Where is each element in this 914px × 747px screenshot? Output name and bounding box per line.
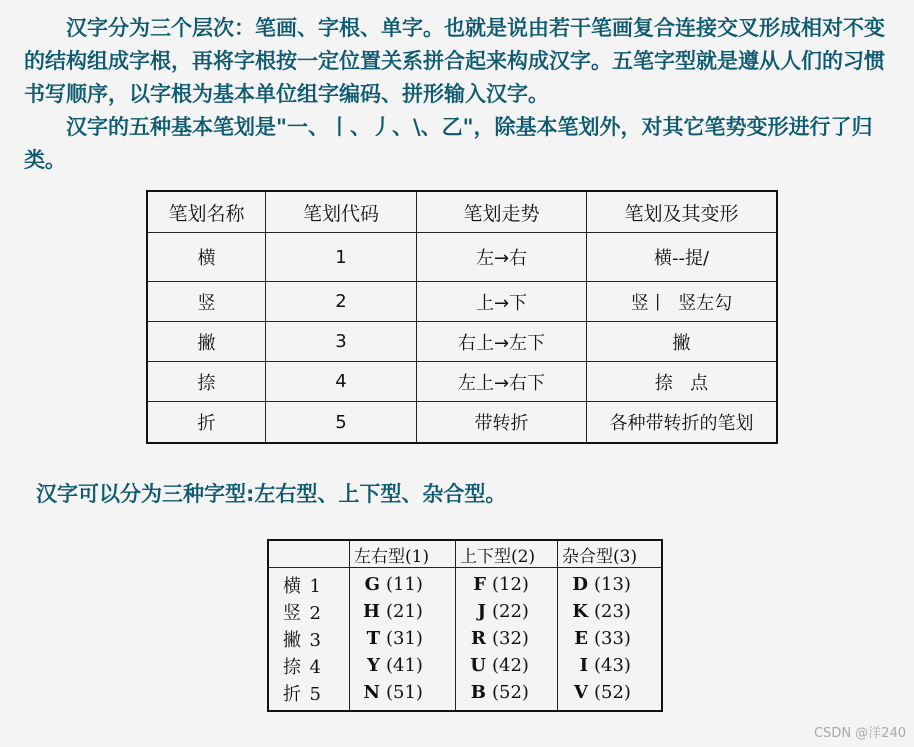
stroke-name-cell: 撇	[147, 322, 266, 362]
key-code: (31)	[386, 628, 423, 649]
key-code: (33)	[594, 628, 631, 649]
stroke-direction-cell: 带转折	[417, 402, 587, 444]
stroke-label: 折	[283, 683, 301, 705]
intro-paragraph-1	[24, 12, 894, 111]
stroke-name-cell: 竖	[147, 282, 266, 322]
stroke-variants-cell: 捺 点	[587, 362, 778, 402]
intro-paragraph-2	[24, 111, 894, 177]
left-right-cell	[350, 652, 456, 679]
mixed-cell	[558, 568, 663, 599]
table-row	[147, 402, 777, 444]
stroke-code-cell: 1	[266, 233, 417, 282]
stroke-cell	[268, 625, 350, 652]
stroke-direction-cell: 左上→右下	[417, 362, 587, 402]
stroke-direction-cell: 上→下	[417, 282, 587, 322]
stroke-label: 竖	[283, 602, 301, 624]
mixed-cell	[558, 598, 663, 625]
key-code: (51)	[386, 682, 423, 703]
stroke-number: 1	[309, 575, 321, 597]
key-code: (42)	[492, 655, 529, 676]
key-code: (41)	[386, 655, 423, 676]
top-bottom-cell	[456, 652, 558, 679]
table-row	[268, 598, 662, 625]
header-stroke-name: 笔划名称	[147, 191, 266, 233]
stroke-code-cell: 5	[266, 402, 417, 444]
header-top-bottom: 上下型(2)	[456, 540, 558, 568]
key-code: (32)	[492, 628, 529, 649]
stroke-variants-cell: 横--提/	[587, 233, 778, 282]
mixed-cell	[558, 652, 663, 679]
table-row	[147, 322, 777, 362]
mixed-cell	[558, 679, 663, 711]
table-row	[147, 362, 777, 402]
header-stroke-direction: 笔划走势	[417, 191, 587, 233]
stroke-name-cell: 捺	[147, 362, 266, 402]
key-letter: R	[471, 628, 486, 649]
watermark: CSDN @洋240	[813, 726, 906, 741]
stroke-name-cell: 横	[147, 233, 266, 282]
key-letter: D	[572, 574, 588, 595]
header-stroke-code: 笔划代码	[266, 191, 417, 233]
key-letter: I	[579, 655, 588, 676]
key-letter: F	[473, 574, 486, 595]
stroke-cell	[268, 679, 350, 711]
key-letter: G	[364, 574, 380, 595]
stroke-code-cell: 2	[266, 282, 417, 322]
header-left-right: 左右型(1)	[350, 540, 456, 568]
key-code: (12)	[492, 574, 529, 595]
intro-paragraph-2-text: 汉字的五种基本笔划是"一、丨、丿、\、乙"，除基本笔划外，对其它笔势变形进行了归类。	[24, 115, 873, 172]
stroke-cell	[268, 652, 350, 679]
key-code: (52)	[594, 682, 631, 703]
stroke-label: 撇	[283, 629, 301, 651]
key-letter: B	[470, 682, 486, 703]
stroke-number: 5	[309, 683, 321, 705]
table-row	[268, 679, 662, 711]
stroke-direction-cell: 右上→左下	[417, 322, 587, 362]
key-code: (52)	[492, 682, 529, 703]
key-code: (21)	[386, 601, 423, 622]
key-code: (22)	[492, 601, 529, 622]
table-row	[268, 568, 662, 599]
top-bottom-cell	[456, 568, 558, 599]
header-blank	[268, 540, 350, 568]
key-letter: V	[574, 682, 588, 703]
key-letter: Y	[367, 655, 380, 676]
stroke-number: 2	[309, 602, 321, 624]
stroke-table	[146, 190, 778, 444]
header-stroke-variants: 笔划及其变形	[587, 191, 778, 233]
key-letter: E	[574, 628, 588, 649]
code-table	[267, 539, 663, 712]
key-letter: J	[477, 601, 486, 622]
left-right-cell	[350, 568, 456, 599]
top-bottom-cell	[456, 679, 558, 711]
stroke-name-cell: 折	[147, 402, 266, 444]
header-mixed: 杂合型(3)	[558, 540, 663, 568]
stroke-direction-cell: 左→右	[417, 233, 587, 282]
left-right-cell	[350, 679, 456, 711]
table-row	[147, 282, 777, 322]
top-bottom-cell	[456, 598, 558, 625]
stroke-variants-cell: 撇	[587, 322, 778, 362]
intro-paragraph-1-text: 汉字分为三个层次：笔画、字根、单字。也就是说由若干笔画复合连接交叉形成相对不变的结构组成字根，再将字根按一定位置关系拼合起来构成汉字。五笔字型就是遵从人们的习惯书写顺序，以字根为基本单位组字编码、拼形输入汉字。	[24, 16, 885, 106]
key-letter: K	[572, 601, 588, 622]
stroke-cell	[268, 598, 350, 625]
stroke-code-cell: 3	[266, 322, 417, 362]
stroke-table-header-row	[147, 191, 777, 233]
stroke-number: 4	[309, 656, 321, 678]
key-code: (11)	[386, 574, 423, 595]
left-right-cell	[350, 625, 456, 652]
stroke-variants-cell: 各种带转折的笔划	[587, 402, 778, 444]
stroke-variants-cell: 竖丨 竖左勾	[587, 282, 778, 322]
stroke-label: 横	[283, 575, 301, 597]
stroke-number: 3	[309, 629, 321, 651]
key-code: (23)	[594, 601, 631, 622]
key-letter: H	[362, 601, 380, 622]
code-table-header-row	[268, 540, 662, 568]
left-right-cell	[350, 598, 456, 625]
table-row	[147, 233, 777, 282]
table-row	[268, 625, 662, 652]
key-letter: T	[366, 628, 380, 649]
character-type-heading: 汉字可以分为三种字型:左右型、上下型、杂合型。	[36, 482, 507, 506]
top-bottom-cell	[456, 625, 558, 652]
key-letter: U	[470, 655, 486, 676]
mixed-cell	[558, 625, 663, 652]
key-letter: N	[363, 682, 380, 703]
stroke-code-cell: 4	[266, 362, 417, 402]
stroke-cell	[268, 568, 350, 599]
table-row	[268, 652, 662, 679]
key-code: (13)	[594, 574, 631, 595]
stroke-label: 捺	[283, 656, 301, 678]
key-code: (43)	[594, 655, 631, 676]
